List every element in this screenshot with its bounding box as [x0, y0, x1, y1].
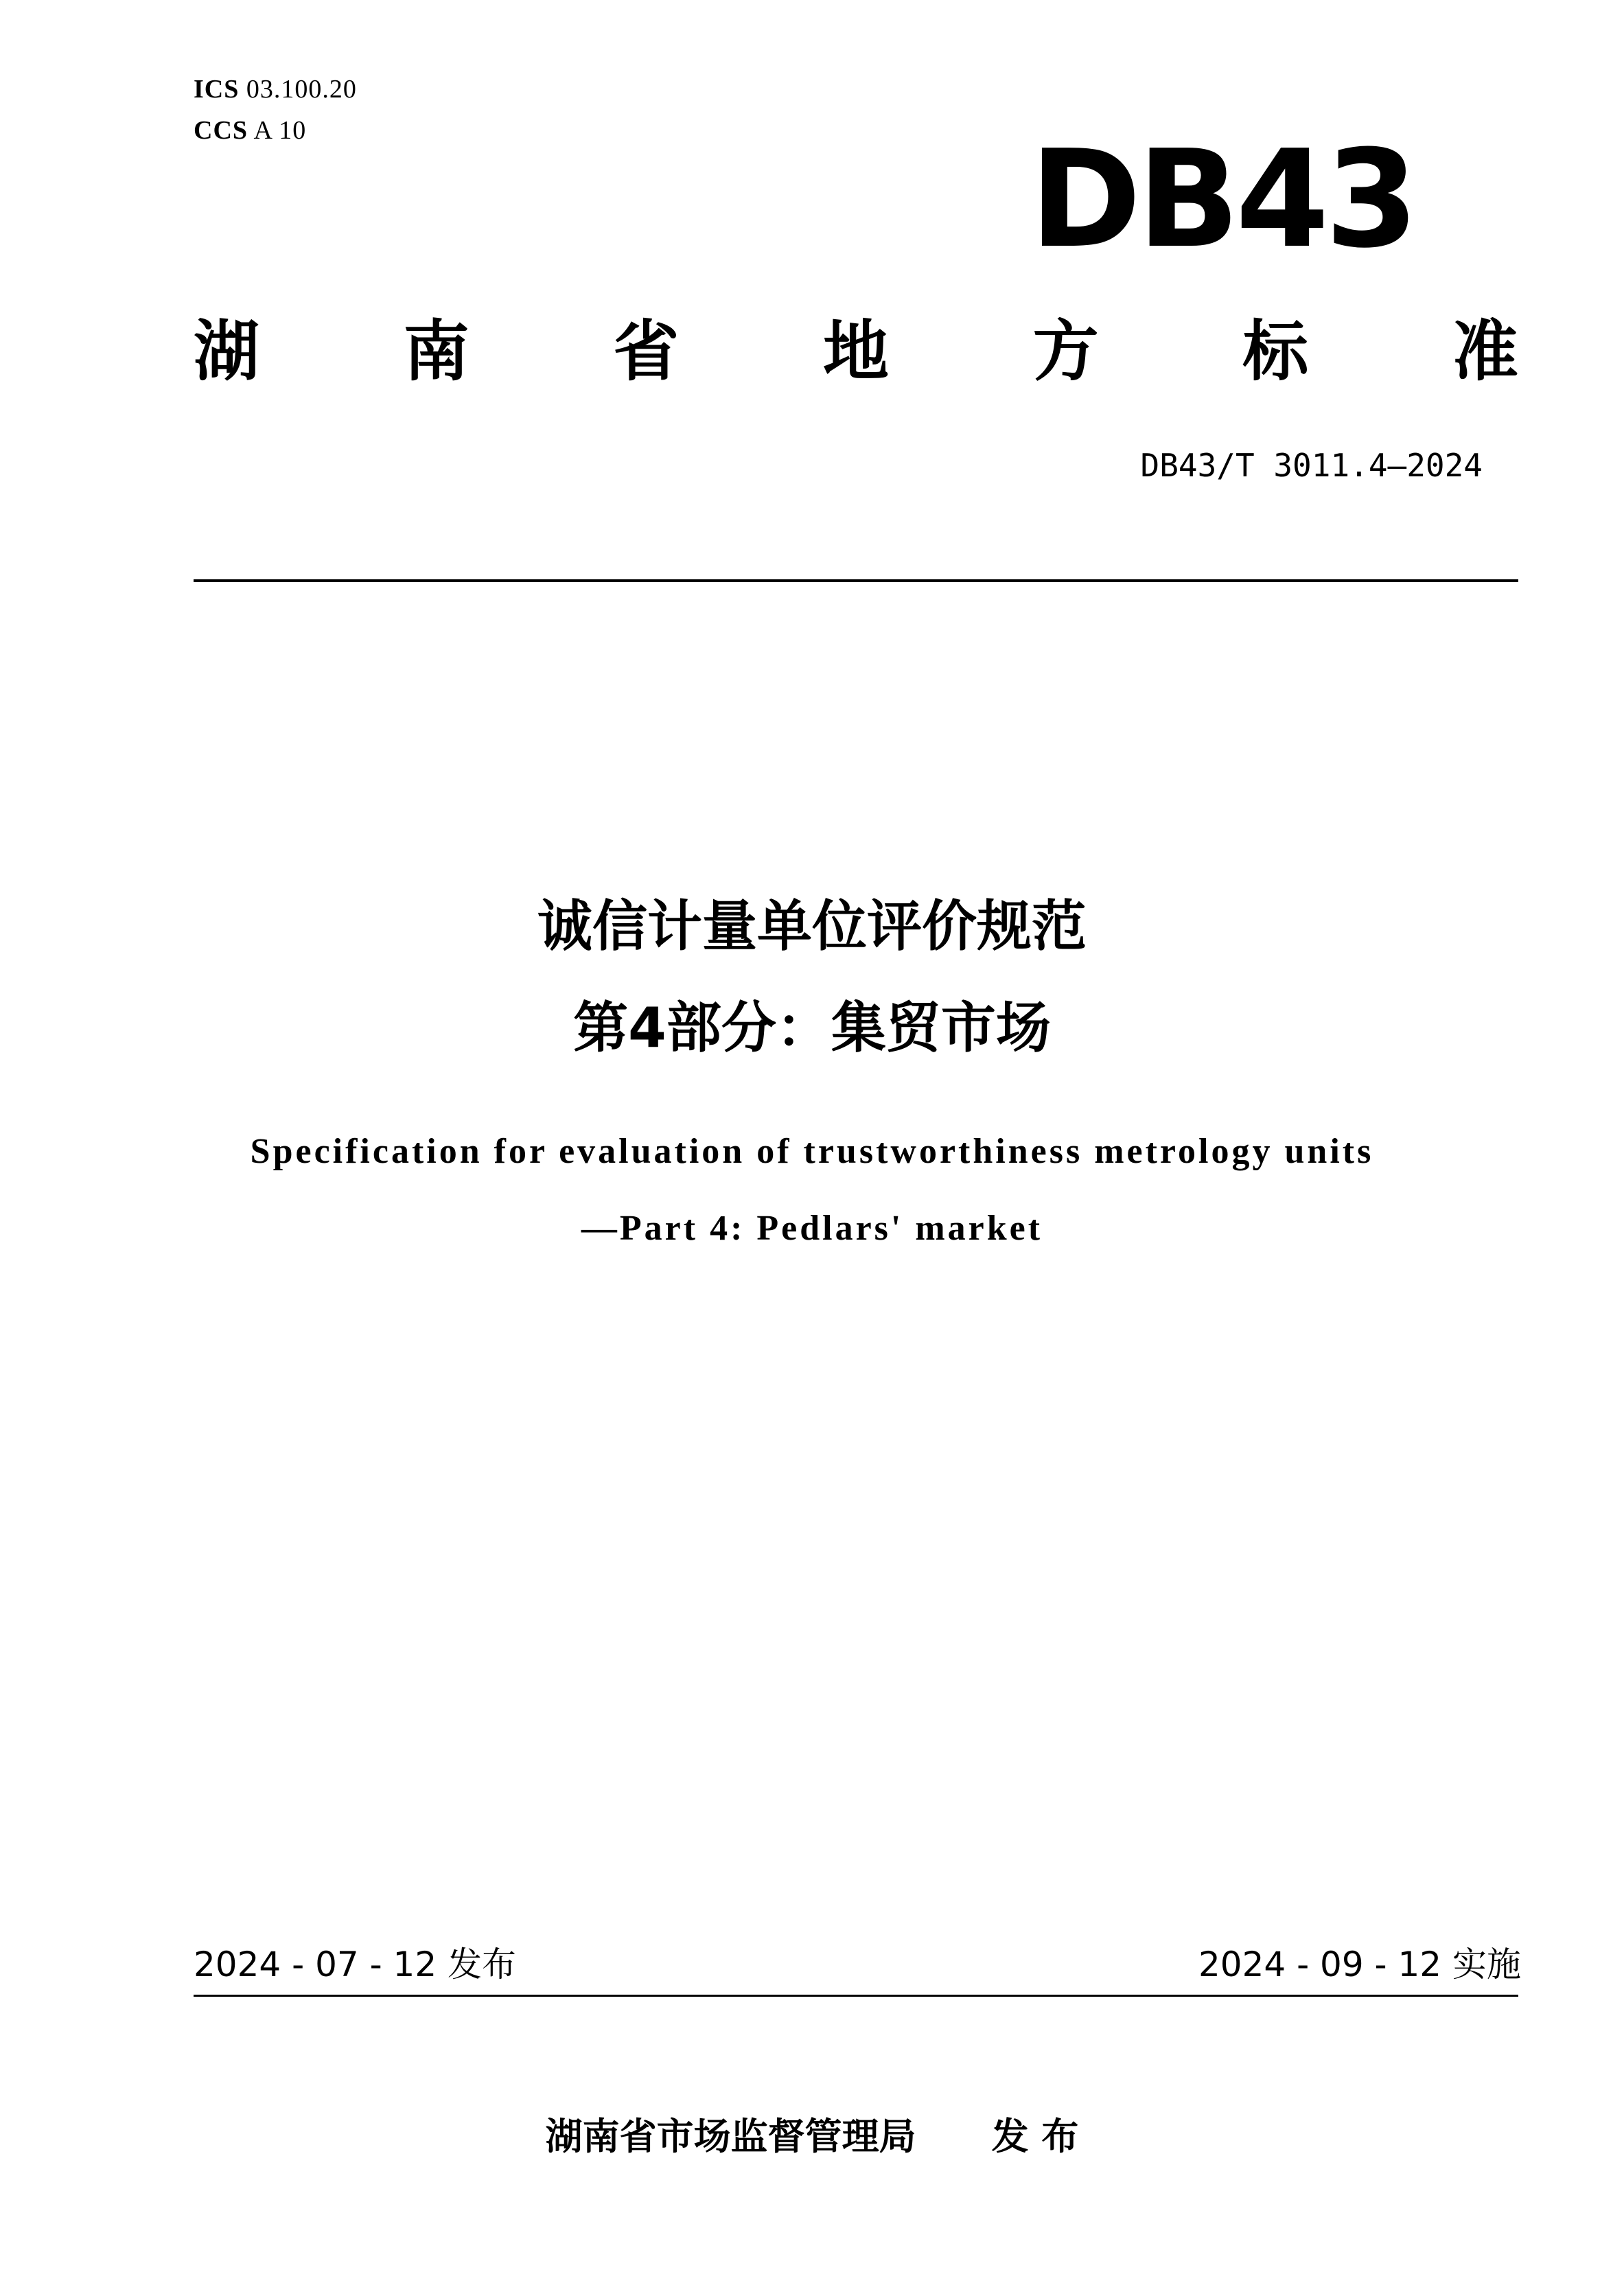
standard-type-char: 省	[613, 313, 680, 390]
title-en-part: —Part 4: Pedlars' market	[581, 1209, 1043, 1248]
publisher-name: 湖南省市场监督管理局	[545, 2115, 916, 2158]
title-cn-part: 第4部分：集贸市场	[573, 996, 1051, 1060]
ccs-code-line	[194, 115, 306, 146]
implementation-date: 2024 - 09 - 12 实施	[1198, 1945, 1521, 1984]
standard-type-char: 地	[822, 313, 889, 390]
title-cn-main: 诚信计量单位评价规范	[537, 894, 1087, 958]
standard-number: DB43/T 3011.4—2024	[1140, 447, 1483, 484]
ics-label: ICS	[194, 75, 240, 104]
title-en-main: Specification for evaluation of trustworthiness metrology units	[250, 1132, 1374, 1171]
ccs-code: A 10	[253, 116, 307, 145]
standard-type-char: 南	[403, 313, 469, 390]
header-divider	[194, 579, 1518, 582]
db43-logo: DB43	[1030, 121, 1415, 278]
ics-code: 03.100.20	[246, 75, 357, 104]
standard-type-char: 标	[1242, 313, 1309, 390]
issue-date: 2024 - 07 - 12 发布	[194, 1945, 517, 1984]
publisher-line	[0, 2113, 1624, 2161]
footer-divider	[194, 1995, 1518, 1997]
standard-type-char: 湖	[194, 313, 259, 390]
standard-type-char: 方	[1032, 313, 1099, 390]
ics-code-line	[194, 74, 357, 104]
standard-type-heading	[194, 310, 1518, 393]
ccs-label: CCS	[194, 116, 248, 145]
standard-type-char: 准	[1452, 313, 1518, 390]
publisher-action: 发 布	[991, 2115, 1079, 2158]
